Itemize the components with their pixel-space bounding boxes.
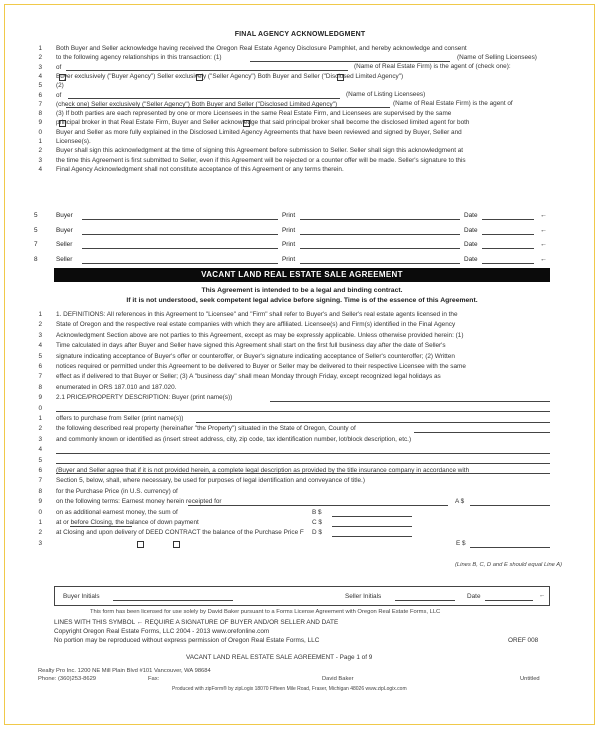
- line-text: of: [56, 63, 62, 71]
- line-number: 8: [38, 487, 42, 495]
- date-field[interactable]: [482, 256, 534, 264]
- line-number: 1: [38, 519, 42, 526]
- date-label: Date: [464, 255, 478, 263]
- line-number: 7: [38, 373, 42, 381]
- line-text: Buyer shall sign this acknowledgment at the time of signing this Agreement before submission to Seller. Seller shall sign this acknowledgment at: [56, 147, 464, 155]
- selling-licensees-label: (Name of Selling Licensees): [457, 54, 537, 61]
- line-text: and commonly known or identified as (insert street address, city, zip code, tax identification number, lot/block description, etc.): [56, 435, 412, 443]
- produced-by: Produced with zipForm® by zipLogix 18070 Fifteen Mile Road, Fraser, Michigan 48026 www.zipLogix.com: [172, 686, 407, 692]
- amount-a-field[interactable]: [470, 498, 550, 506]
- line-text: the following described real property (hereinafter "the Property") situated in the State of Oregon, County of: [56, 425, 356, 433]
- county-field[interactable]: [414, 425, 550, 433]
- listing-firm-field[interactable]: [66, 100, 390, 108]
- initials-date-field[interactable]: [485, 593, 533, 601]
- line-number: 9: [38, 394, 42, 402]
- line-text: 1. DEFINITIONS: All references in this Agreement to "Licensee" and "Firm" shall refer to Buyer's and Seller's real estate agents licensed in the: [56, 311, 458, 318]
- line-number: 1: [38, 138, 42, 145]
- buyer-name-field-2[interactable]: [56, 404, 550, 412]
- date-label: Date: [464, 226, 478, 234]
- line-number: 3: [38, 539, 42, 547]
- line-number: 5: [38, 352, 42, 360]
- line-text: at or before Closing, the balance of down payment: [56, 519, 199, 526]
- line-text: on the following terms: Earnest money herein receipted for: [56, 498, 222, 506]
- print-name-field[interactable]: [300, 256, 460, 264]
- line-number: 1: [38, 311, 42, 318]
- buyer-name-field[interactable]: [270, 394, 550, 402]
- signer-role: Buyer: [56, 226, 73, 234]
- line-number: 5: [38, 456, 42, 464]
- line-text: offers to purchase from Seller (print name(s)): [56, 415, 184, 422]
- agency-checkbox[interactable]: [59, 120, 66, 127]
- line-number: 3: [38, 63, 42, 71]
- line-number: 8: [34, 255, 38, 263]
- print-label: Print: [282, 226, 296, 234]
- date-label: Date: [464, 212, 478, 219]
- arrow-icon: ←: [540, 212, 547, 219]
- agent-name: David Baker: [322, 676, 354, 682]
- listing-licensees-label: (Name of Listing Licensees): [346, 91, 426, 98]
- print-label: Print: [282, 212, 296, 219]
- line-text: of: [56, 91, 62, 99]
- copyright: Copyright Oregon Real Estate Forms, LLC 2004 - 2013 www.orefonline.com: [54, 628, 270, 635]
- line-text: Acknowledgment Section above are not parties to this Agreement, except as may be expressly applicable. Unless otherwise provided herein: (1): [56, 331, 464, 339]
- line-text: (2): [56, 82, 64, 90]
- agency-checkbox[interactable]: [196, 74, 203, 81]
- line-number: 4: [38, 342, 42, 350]
- line-number: 3: [38, 435, 42, 443]
- amount-label: B $: [312, 509, 322, 516]
- arrow-icon: ←: [539, 592, 546, 599]
- line-number: 5: [34, 226, 38, 234]
- realty-address: Realty Pro Inc. 1200 NE Mill Plain Blvd #101 Vancouver, WA 98684: [38, 668, 211, 674]
- initials-date-label: Date: [467, 593, 481, 600]
- selling-firm-field[interactable]: [66, 63, 348, 71]
- line-number: 1: [38, 415, 42, 422]
- listing-licensees-field[interactable]: [68, 91, 340, 99]
- listing-firm-label: (Name of Real Estate Firm) is the agent of: [393, 100, 513, 107]
- purchase-price-field[interactable]: [188, 498, 448, 506]
- seller-initials-label: Seller Initials: [345, 593, 382, 600]
- line-text: the time this Agreement is first submitted to Seller, even if this Agreement will be rejected or a counter offer will be made. Seller's signature to this: [56, 156, 466, 164]
- line-text: at Closing and upon delivery of DEED CONTRACT the balance of the Purchase Price F: [56, 529, 304, 537]
- property-description-field-3[interactable]: [56, 466, 550, 474]
- signature-field[interactable]: [82, 256, 278, 264]
- line-text: for the Purchase Price (in U.S. currency) of: [56, 487, 178, 495]
- signer-role: Seller: [56, 241, 73, 248]
- realty-phone: Phone: (360)253-8629: [38, 676, 97, 682]
- form-id: OREF 008: [508, 637, 539, 644]
- line-number: 0: [38, 404, 42, 412]
- line-number: 0: [38, 128, 42, 136]
- line-text: 2.1 PRICE/PROPERTY DESCRIPTION: Buyer (print name(s)): [56, 394, 233, 402]
- line-text: (3) If both parties are each represented by one or more Licensees in the same Real Estate Firm, and Licensees are supervised by the same: [56, 110, 452, 118]
- property-description-field-2[interactable]: [56, 456, 550, 464]
- line-number: 7: [34, 241, 38, 248]
- date-field[interactable]: [482, 212, 534, 220]
- line-text: Final Agency Acknowledgment shall not constitute acceptance of this Agreement or any terms therein.: [56, 165, 344, 173]
- line-number: 4: [38, 165, 42, 173]
- line-number: 7: [38, 100, 42, 108]
- line-number: 6: [38, 467, 42, 474]
- line-number: 5: [34, 212, 38, 219]
- line-text: notices required or permitted under this Agreement to be delivered to Buyer or Seller may be delivered to their respective Licensee with the same: [56, 363, 466, 370]
- ack-title: FINAL AGENCY ACKNOWLEDGMENT: [234, 31, 366, 38]
- amount-label: D $: [312, 529, 322, 536]
- license-note: This form has been licensed for use solely by David Baker pursuant to a Forms License Agreement with Oregon Real Estate Forms, LLC: [90, 609, 441, 615]
- seller-initials-field[interactable]: [395, 593, 455, 601]
- line-text: Buyer and Seller as more fully explained in the Disclosed Limited Agency Agreements that have been reviewed and signed by Buyer, Seller and: [56, 128, 462, 136]
- line-number: 4: [38, 446, 42, 454]
- arrow-icon: ←: [540, 226, 547, 234]
- line-number: 4: [38, 72, 42, 80]
- line-text: effect as if delivered to that Buyer or Seller; (3) A "business day" shall mean Monday through Friday, except recognized legal holidays as: [56, 373, 441, 381]
- agency-checkbox[interactable]: [337, 74, 344, 81]
- arrow-icon: ←: [540, 255, 547, 263]
- line-text: (check one) Seller exclusively ("Seller Agency") Both Buyer and Seller ("Disclosed Limited Agency"): [56, 100, 338, 108]
- line-text: Time calculated in days after Buyer and Seller have signed this Agreement shall start on the first full business day after the date of Seller's: [56, 342, 446, 350]
- date-field[interactable]: [482, 241, 534, 249]
- realty-fax: Fax:: [148, 676, 160, 682]
- amount-label: A $: [455, 498, 465, 505]
- line-number: 2: [38, 54, 42, 62]
- seller-name-field[interactable]: [196, 415, 550, 423]
- property-description-field[interactable]: [56, 446, 550, 454]
- line-number: 9: [38, 498, 42, 506]
- signature-field[interactable]: [82, 212, 278, 220]
- print-name-field[interactable]: [300, 241, 460, 249]
- amount-label: E $: [456, 540, 466, 547]
- line-text: Both Buyer and Seller acknowledge having received the Oregon Real Estate Agency Disclosure Pamphlet, and hereby acknowledge and consent: [56, 45, 467, 52]
- line-number: 1: [38, 45, 42, 52]
- date-field[interactable]: [482, 227, 534, 235]
- legal-notice-1: This Agreement is intended to be a legal and binding contract.: [201, 287, 403, 294]
- line-number: 8: [38, 383, 42, 391]
- line-number: 2: [38, 321, 42, 329]
- line-text: to the following agency relationships in this transaction: (1): [56, 54, 222, 62]
- require-note: LINES WITH THIS SYMBOL ← REQUIRE A SIGNATURE OF BUYER AND/OR SELLER AND DATE: [54, 619, 339, 626]
- line-text: Section 5, below, shall, where necessary, be used for purposes of legal identification and conveyance of title.): [56, 477, 365, 485]
- legal-notice-2: If it is not understood, seek competent legal advice before signing. Time is of the essence of this Agreement.: [126, 297, 478, 304]
- line-text: enumerated in ORS 187.010 and 187.020.: [56, 383, 177, 391]
- line-text: on as additional earnest money, the sum of: [56, 508, 178, 516]
- amount-c-field[interactable]: [332, 519, 412, 527]
- signer-role: Seller: [56, 255, 73, 263]
- selling-licensees-field[interactable]: [250, 54, 450, 62]
- agency-checkbox[interactable]: [243, 120, 250, 127]
- line-number: 3: [38, 156, 42, 164]
- buyer-initials-field[interactable]: [113, 593, 233, 601]
- signature-field[interactable]: [82, 227, 278, 235]
- deed-contract-checkbox[interactable]: [137, 541, 144, 548]
- agency-checkbox[interactable]: [59, 74, 66, 81]
- print-label: Print: [282, 241, 296, 248]
- line-number: 9: [38, 119, 42, 127]
- reproduction-note: No portion may be reproduced without express permission of Oregon Real Estate Forms, LLC: [54, 637, 320, 644]
- arrow-icon: ←: [540, 241, 547, 248]
- line-number: 8: [38, 110, 42, 118]
- line-number: 3: [38, 331, 42, 339]
- amount-d-field[interactable]: [332, 529, 412, 537]
- lines-note: (Lines B, C, D and E should equal Line A): [455, 562, 563, 568]
- page-number: VACANT LAND REAL ESTATE SALE AGREEMENT - Page 1 of 9: [186, 654, 373, 661]
- date-label: Date: [464, 241, 478, 248]
- untitled-label: Untitled: [520, 676, 540, 682]
- print-name-field[interactable]: [300, 212, 460, 220]
- line-number: 0: [38, 508, 42, 516]
- buyer-initials-label: Buyer Initials: [63, 593, 100, 600]
- line-number: 2: [38, 425, 42, 433]
- amount-b-field[interactable]: [332, 509, 412, 517]
- signature-field[interactable]: [82, 241, 278, 249]
- signer-role: Buyer: [56, 212, 73, 219]
- line-number: 2: [38, 147, 42, 155]
- amount-label: C $: [312, 519, 322, 526]
- deed-contract-checkbox[interactable]: [173, 541, 180, 548]
- line-number: 7: [38, 477, 42, 485]
- amount-e-field[interactable]: [470, 540, 550, 548]
- print-name-field[interactable]: [300, 227, 460, 235]
- line-text: State of Oregon and the respective real estate companies with which they are affiliated. Licensee(s) and Firm(s) identified in the Final Agency: [56, 321, 456, 329]
- line-number: 6: [38, 363, 42, 370]
- line-text: (Buyer and Seller agree that if it is not provided herein, a complete legal description as provided by the title insurance company in accordance with: [56, 467, 470, 474]
- print-label: Print: [282, 255, 296, 263]
- additional-earnest-date-field[interactable]: [70, 519, 132, 527]
- line-text: Licensee(s).: [56, 138, 91, 145]
- line-number: 5: [38, 82, 42, 90]
- initials-box: [54, 586, 550, 606]
- line-text: Buyer exclusively ("Buyer Agency") Seller exclusively ("Seller Agency") Both Buyer and Seller ("Disclosed Limited Agency"): [56, 72, 404, 80]
- line-text: principal broker in that Real Estate Firm, Buyer and Seller acknowledge that said principal broker shall become the disclosed limited agent for both: [56, 119, 470, 127]
- agreement-title-bar: VACANT LAND REAL ESTATE SALE AGREEMENT: [54, 268, 550, 282]
- selling-firm-label: (Name of Real Estate Firm) is the agent of (check one):: [354, 63, 511, 70]
- line-number: 6: [38, 91, 42, 99]
- line-text: signature indicating acceptance of Buyer's offer or counteroffer, or Buyer's signature indicating acceptance of Seller's counteroffer; (2) Written: [56, 352, 455, 360]
- line-number: 2: [38, 529, 42, 537]
